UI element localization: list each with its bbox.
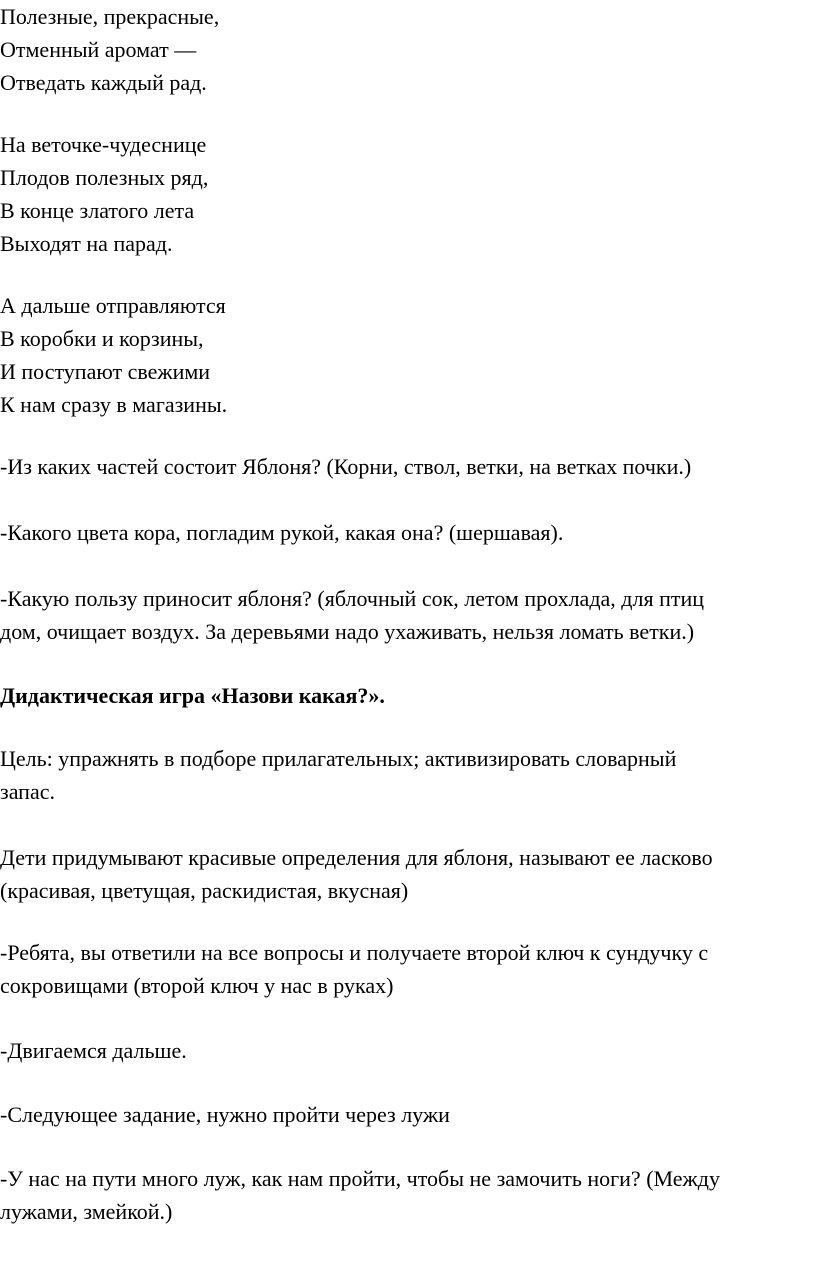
puddles-line-1: -У нас на пути много луж, как нам пройти, чтобы не замочить ноги? (Между bbox=[0, 1166, 720, 1191]
poem-line: Отведать каждый рад. bbox=[0, 70, 207, 95]
children-line-1: Дети придумывают красивые определения для яблоня, называют ее ласково bbox=[0, 845, 713, 870]
key-line-2: сокровищами (второй ключ у нас в руках) bbox=[0, 973, 394, 998]
poem-line: В коробки и корзины, bbox=[0, 326, 204, 351]
poem-line: Полезные, прекрасные, bbox=[0, 4, 220, 29]
goal-line-1: Цель: упражнять в подборе прилагательных; активизировать словарный bbox=[0, 746, 677, 771]
question-bark: -Какого цвета кора, погладим рукой, какая она? (шершавая). bbox=[0, 520, 564, 545]
poem-line: И поступают свежими bbox=[0, 359, 211, 384]
poem-line: В конце златого лета bbox=[0, 198, 195, 223]
goal-line-2: запас. bbox=[0, 779, 55, 804]
poem-line: Отменный аромат — bbox=[0, 37, 197, 62]
puddles-line-2: лужами, змейкой.) bbox=[0, 1199, 173, 1224]
game-heading: Дидактическая игра «Назови какая?». bbox=[0, 683, 385, 708]
poem-line: Выходят на парад. bbox=[0, 231, 173, 256]
question-benefit-line-2: дом, очищает воздух. За деревьями надо ухаживать, нельзя ломать ветки.) bbox=[0, 619, 695, 644]
question-parts: -Из каких частей состоит Яблоня? (Корни, ствол, ветки, на ветках почки.) bbox=[0, 454, 692, 479]
next-task-line: -Следующее задание, нужно пройти через лужи bbox=[0, 1102, 450, 1127]
poem-line: На веточке-чудеснице bbox=[0, 132, 207, 157]
poem-line: К нам сразу в магазины. bbox=[0, 392, 228, 417]
poem-line: А дальше отправляются bbox=[0, 293, 226, 318]
move-on-line: -Двигаемся дальше. bbox=[0, 1038, 187, 1063]
children-line-2: (красивая, цветущая, раскидистая, вкусная) bbox=[0, 878, 409, 903]
question-benefit-line-1: -Какую пользу приносит яблоня? (яблочный сок, летом прохлада, для птиц bbox=[0, 586, 704, 611]
poem-line: Плодов полезных ряд, bbox=[0, 165, 209, 190]
key-line-1: -Ребята, вы ответили на все вопросы и получаете второй ключ к сундучку с bbox=[0, 940, 709, 965]
